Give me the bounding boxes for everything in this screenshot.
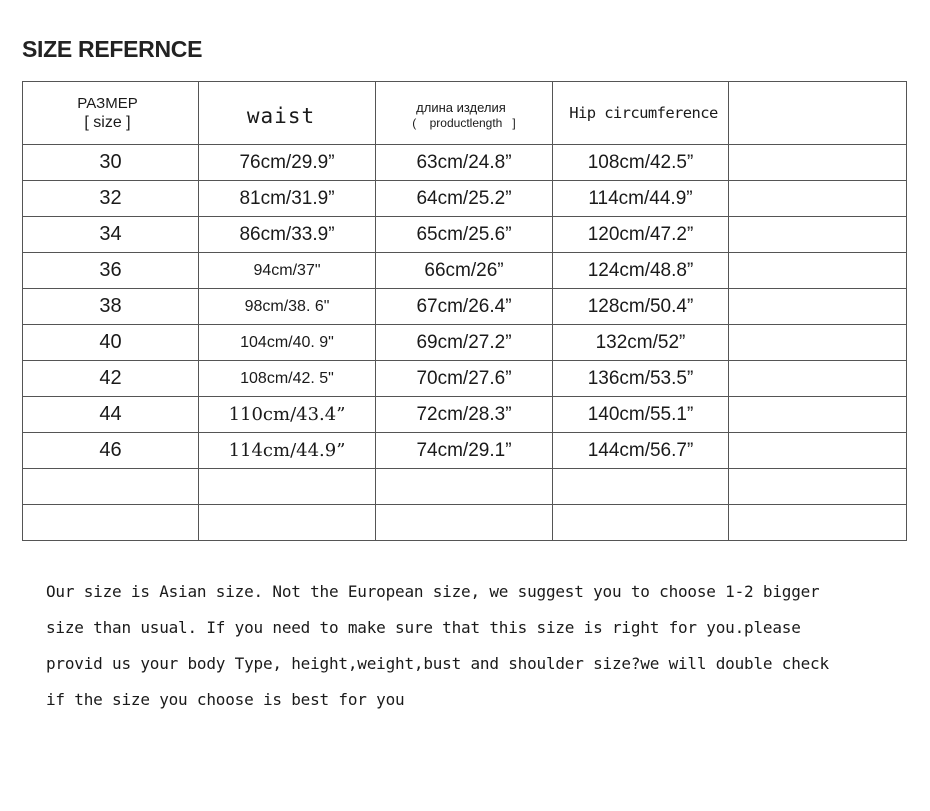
size-cell: 36 xyxy=(23,253,199,289)
size-cell: 44 xyxy=(23,397,199,433)
table-row xyxy=(23,145,907,181)
hip-cell xyxy=(553,505,729,541)
extra-cell xyxy=(729,469,907,505)
note-line: size than usual. If you need to make sure that this size is right for you.please xyxy=(46,618,801,637)
extra-cell xyxy=(729,397,907,433)
size-note xyxy=(46,574,916,718)
table-row xyxy=(23,289,907,325)
table-row xyxy=(23,253,907,289)
header-hip-label: Hip circumference xyxy=(569,103,718,122)
size-cell: 40 xyxy=(23,325,199,361)
header-hip xyxy=(553,82,729,145)
table-row xyxy=(23,469,907,505)
size-cell: 42 xyxy=(23,361,199,397)
header-waist-label: waist xyxy=(246,104,316,128)
hip-cell xyxy=(553,469,729,505)
length-cell: 70cm/27.6” xyxy=(376,361,553,397)
waist-cell: 108cm/42. 5" xyxy=(199,361,376,397)
table-row xyxy=(23,181,907,217)
hip-cell: 120cm/47.2” xyxy=(553,217,729,253)
table-header-row xyxy=(23,82,907,145)
header-size-en: [ size ] xyxy=(84,113,131,131)
waist-cell: 110cm/43.4” xyxy=(199,397,376,433)
header-size-ru: РАЗМЕР xyxy=(77,94,138,112)
length-cell: 74cm/29.1” xyxy=(376,433,553,469)
extra-cell xyxy=(729,217,907,253)
extra-cell xyxy=(729,361,907,397)
length-cell: 65cm/25.6” xyxy=(376,217,553,253)
note-line: provid us your body Type, height,weight,bust and shoulder size?we will double check xyxy=(46,654,829,673)
length-cell xyxy=(376,469,553,505)
size-cell xyxy=(23,469,199,505)
waist-cell: 98cm/38. 6" xyxy=(199,289,376,325)
hip-cell: 132cm/52” xyxy=(553,325,729,361)
header-size xyxy=(23,82,199,145)
table-row xyxy=(23,325,907,361)
size-cell: 46 xyxy=(23,433,199,469)
extra-cell xyxy=(729,289,907,325)
extra-cell xyxy=(729,433,907,469)
note-line: if the size you choose is best for you xyxy=(46,690,405,709)
size-cell: 34 xyxy=(23,217,199,253)
header-length-en: ( productlength ] xyxy=(412,116,516,130)
waist-cell xyxy=(199,505,376,541)
hip-cell: 128cm/50.4” xyxy=(553,289,729,325)
table-row xyxy=(23,397,907,433)
header-extra xyxy=(729,82,907,145)
hip-cell: 136cm/53.5” xyxy=(553,361,729,397)
hip-cell: 144cm/56.7” xyxy=(553,433,729,469)
hip-cell: 108cm/42.5” xyxy=(553,145,729,181)
extra-cell xyxy=(729,145,907,181)
extra-cell xyxy=(729,253,907,289)
hip-cell: 114cm/44.9” xyxy=(553,181,729,217)
length-cell: 67cm/26.4” xyxy=(376,289,553,325)
length-cell: 69cm/27.2” xyxy=(376,325,553,361)
extra-cell xyxy=(729,181,907,217)
extra-cell xyxy=(729,325,907,361)
table-row xyxy=(23,433,907,469)
size-cell: 30 xyxy=(23,145,199,181)
waist-cell: 81cm/31.9” xyxy=(199,181,376,217)
note-line: Our size is Asian size. Not the European size, we suggest you to choose 1-2 bigger xyxy=(46,582,820,601)
header-length xyxy=(376,82,553,145)
hip-cell: 124cm/48.8” xyxy=(553,253,729,289)
table-row xyxy=(23,361,907,397)
waist-cell: 86cm/33.9” xyxy=(199,217,376,253)
hip-cell: 140cm/55.1” xyxy=(553,397,729,433)
waist-cell: 104cm/40. 9" xyxy=(199,325,376,361)
header-waist xyxy=(199,82,376,145)
waist-cell: 94cm/37" xyxy=(199,253,376,289)
size-cell xyxy=(23,505,199,541)
header-length-ru: длина изделия xyxy=(416,100,506,115)
page-title: SIZE REFERNCE xyxy=(22,36,203,62)
length-cell: 66cm/26” xyxy=(376,253,553,289)
extra-cell xyxy=(729,505,907,541)
waist-cell xyxy=(199,469,376,505)
length-cell: 64cm/25.2” xyxy=(376,181,553,217)
waist-cell: 76cm/29.9” xyxy=(199,145,376,181)
length-cell: 72cm/28.3” xyxy=(376,397,553,433)
table-row xyxy=(23,505,907,541)
length-cell xyxy=(376,505,553,541)
table-row xyxy=(23,217,907,253)
size-cell: 32 xyxy=(23,181,199,217)
size-reference-table xyxy=(22,81,907,541)
length-cell: 63cm/24.8” xyxy=(376,145,553,181)
size-cell: 38 xyxy=(23,289,199,325)
waist-cell: 114cm/44.9” xyxy=(199,433,376,469)
